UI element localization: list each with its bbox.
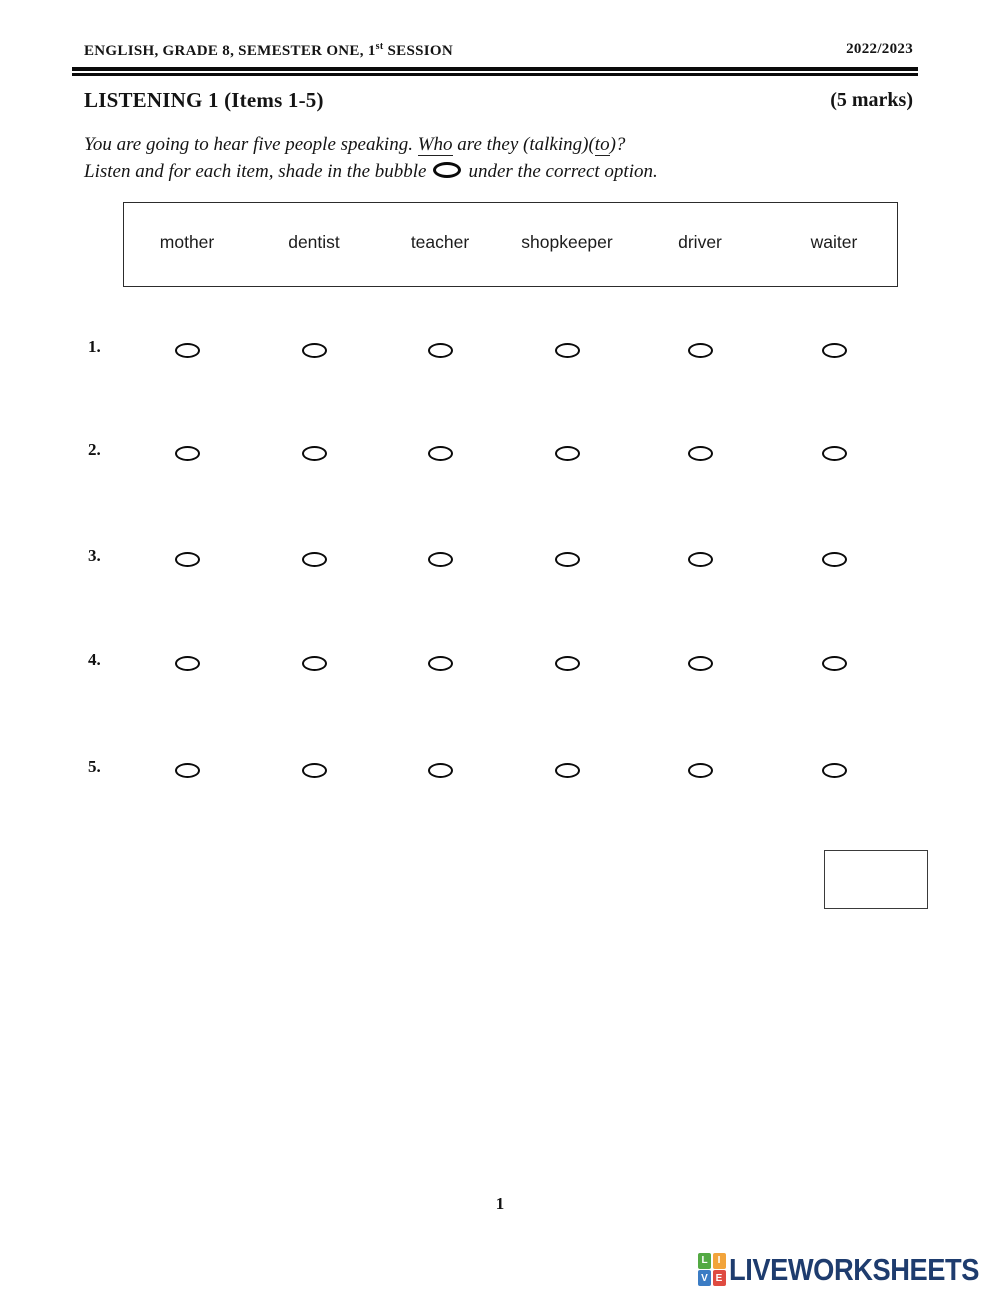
answer-bubble-item1-waiter[interactable] [822,343,847,358]
logo-tile-I: I [713,1253,726,1269]
answer-bubble-item5-dentist[interactable] [302,763,327,778]
answer-bubble-item4-teacher[interactable] [428,656,453,671]
answer-bubble-item4-waiter[interactable] [822,656,847,671]
answer-bubble-item4-mother[interactable] [175,656,200,671]
logo-tile-L: L [698,1253,711,1269]
logo-tile-V: V [698,1270,711,1286]
header-course-info [84,41,453,60]
answer-bubble-item5-teacher[interactable] [428,763,453,778]
answer-bubble-item2-waiter[interactable] [822,446,847,461]
answer-bubble-item1-shopkeeper[interactable] [555,343,580,358]
answer-bubble-item1-dentist[interactable] [302,343,327,358]
header-divider [72,67,918,76]
header-ordinal-suffix: st [375,41,384,52]
option-label-shopkeeper: shopkeeper [521,232,613,252]
instruction-segment-4: )? [609,134,626,155]
answer-bubble-item5-shopkeeper[interactable] [555,763,580,778]
answer-bubble-item3-dentist[interactable] [302,552,327,567]
score-box [824,850,928,909]
instructions [84,131,824,185]
option-label-driver: driver [678,232,722,252]
instruction-line-2-before: Listen and for each item, shade in the bubble [84,161,427,182]
section-marks: (5 marks) [830,89,913,111]
answer-bubble-item1-teacher[interactable] [428,343,453,358]
answer-bubble-item2-teacher[interactable] [428,446,453,461]
header-session-text: SESSION [383,43,453,59]
page-number: 1 [495,1194,505,1213]
answer-bubble-item3-teacher[interactable] [428,552,453,567]
item-number-4: 4. [88,650,101,669]
answer-bubble-item2-driver[interactable] [688,446,713,461]
instruction-segment-2: are they (talking)( [452,134,595,155]
option-label-waiter: waiter [810,232,858,252]
answer-bubble-item4-shopkeeper[interactable] [555,656,580,671]
instruction-line-2 [84,158,824,185]
instruction-line-2-after: under the correct option. [468,161,658,182]
answer-bubble-item5-mother[interactable] [175,763,200,778]
answer-bubble-item5-waiter[interactable] [822,763,847,778]
option-label-dentist: dentist [288,232,340,252]
instruction-line-1 [84,131,824,158]
instruction-segment-3: to [594,134,610,155]
answer-bubble-item4-driver[interactable] [688,656,713,671]
answer-bubble-item3-driver[interactable] [688,552,713,567]
item-number-5: 5. [88,757,101,776]
instruction-segment-0: You are going to hear five people speaking. [84,134,418,155]
answer-bubble-item1-driver[interactable] [688,343,713,358]
option-label-teacher: teacher [410,232,470,252]
item-number-3: 3. [88,546,101,565]
answer-bubble-item1-mother[interactable] [175,343,200,358]
logo-tile-E: E [713,1270,726,1286]
answer-bubble-item5-driver[interactable] [688,763,713,778]
instruction-segment-1: Who [417,134,453,155]
header-school-year: 2022/2023 [846,41,913,57]
liveworksheets-logo-text: LIVEWORKSHEETS [728,1251,979,1287]
liveworksheets-logo-icon [698,1253,726,1287]
answer-bubble-item3-shopkeeper[interactable] [555,552,580,567]
oval-bubble-icon [433,162,461,178]
item-number-1: 1. [88,337,101,356]
answer-bubble-item2-shopkeeper[interactable] [555,446,580,461]
item-number-2: 2. [88,440,101,459]
answer-bubble-item3-waiter[interactable] [822,552,847,567]
answer-bubble-item2-dentist[interactable] [302,446,327,461]
liveworksheets-logo [698,1251,1000,1288]
answer-bubble-item2-mother[interactable] [175,446,200,461]
options-box [123,202,898,287]
option-label-mother: mother [159,232,215,252]
section-title: LISTENING 1 (Items 1-5) [84,88,324,112]
header-course-text: ENGLISH, GRADE 8, SEMESTER ONE, 1 [84,43,376,59]
answer-bubble-item4-dentist[interactable] [302,656,327,671]
answer-bubble-item3-mother[interactable] [175,552,200,567]
